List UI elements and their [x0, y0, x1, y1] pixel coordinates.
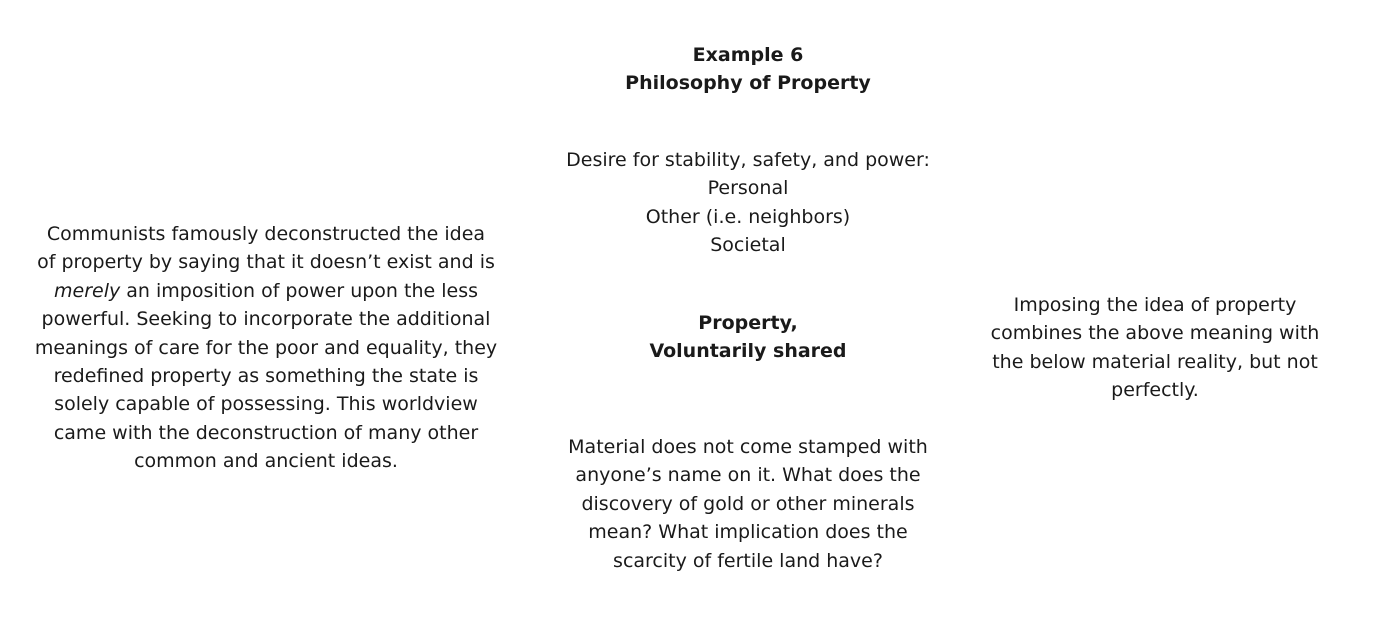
meaning-item: Personal — [707, 177, 789, 200]
left-line: Communists famously deconstructed the idea — [46, 223, 486, 245]
material-line: Material does not come stamped with — [568, 436, 928, 458]
left-line: common and ancient ideas. — [134, 450, 398, 473]
left-line: meanings of care for the poor and equality, they — [34, 336, 498, 359]
right-line: perfectly. — [1111, 379, 1199, 402]
left-line: of property by saying that it doesn’t exist and is — [37, 251, 495, 274]
right-line: the below material reality, but not — [992, 350, 1318, 373]
meaning-item: Other (i.e. neighbors) — [645, 205, 851, 228]
material-line: mean? What implication does the — [588, 521, 908, 544]
title-line-1: Example 6 — [692, 44, 804, 66]
imposition-note — [960, 291, 1350, 405]
material-line: anyone’s name on it. What does the — [575, 464, 921, 487]
left-line: solely capable of possessing. This worldview — [54, 393, 478, 416]
communism-note — [18, 220, 514, 476]
material-line: discovery of gold or other minerals — [581, 492, 915, 515]
left-line: powerful. Seeking to incorporate the additional — [41, 308, 491, 331]
meaning-item: Societal — [710, 234, 786, 257]
right-line: Imposing the idea of property — [1013, 294, 1297, 316]
center-line-2: Voluntarily shared — [649, 340, 847, 363]
left-line: redefined property as something the state is — [53, 365, 479, 388]
left-line-rest: an imposition of power upon the less — [120, 279, 478, 302]
material-text — [545, 433, 951, 575]
center-concept — [548, 309, 948, 366]
left-line — [18, 277, 514, 305]
center-line-1: Property, — [698, 312, 798, 334]
page-title — [548, 41, 948, 98]
material-line: scarcity of fertile land have? — [613, 549, 883, 572]
meaning-heading: Desire for stability, safety, and power: — [566, 149, 930, 171]
left-line: came with the deconstruction of many other — [53, 421, 479, 444]
left-emphasis: merely — [54, 279, 121, 302]
title-line-2: Philosophy of Property — [625, 72, 871, 95]
right-line: combines the above meaning with — [990, 322, 1320, 345]
meaning-text — [542, 146, 954, 260]
